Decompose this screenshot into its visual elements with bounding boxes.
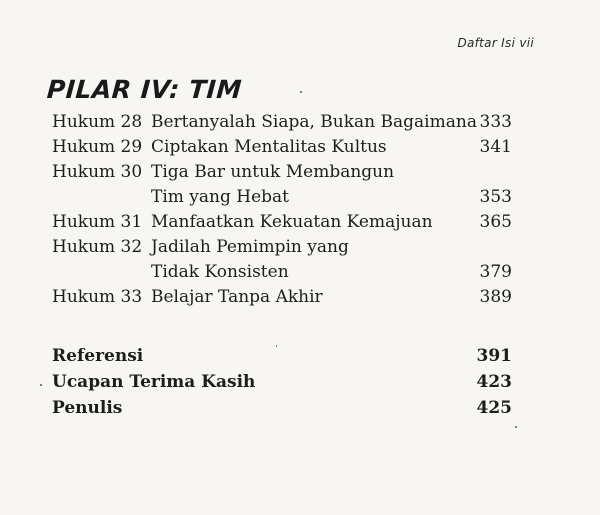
toc-entry-continuation	[52, 185, 512, 210]
chapter-title: Tim yang Hebat	[151, 187, 290, 207]
toc-entry	[52, 235, 512, 260]
chapter-number: Hukum 29	[52, 137, 143, 157]
chapter-title: Tidak Konsisten	[151, 262, 289, 282]
chapter-title: Bertanyalah Siapa, Bukan Bagaimana	[151, 112, 477, 132]
toc-entry	[52, 285, 512, 310]
running-head: Daftar Isi vii	[457, 36, 534, 50]
paper-speck	[40, 384, 42, 386]
section-title: PILAR IV: TIM	[45, 75, 243, 104]
page-number: 425	[476, 398, 512, 418]
back-matter-entry	[52, 395, 512, 421]
page-number: 389	[479, 287, 512, 307]
chapter-title: Manfaatkan Kekuatan Kemajuan	[151, 212, 433, 232]
back-matter-entry	[52, 343, 512, 369]
chapter-title: Tiga Bar untuk Membangun	[151, 162, 395, 182]
chapter-number: Hukum 32	[52, 237, 143, 257]
page-number: 391	[476, 346, 512, 366]
chapter-title: Ciptakan Mentalitas Kultus	[151, 137, 387, 157]
paper-speck	[300, 91, 302, 93]
chapter-number: Hukum 30	[52, 162, 143, 182]
page-number: 379	[479, 262, 512, 282]
toc-entry	[52, 110, 512, 135]
back-matter-title: Penulis	[52, 398, 123, 418]
chapter-number: Hukum 28	[52, 112, 143, 132]
table-of-contents	[52, 110, 512, 421]
back-matter-title: Ucapan Terima Kasih	[52, 372, 256, 392]
toc-entry	[52, 210, 512, 235]
toc-entry	[52, 160, 512, 185]
section-gap	[52, 310, 512, 343]
paper-speck	[515, 426, 517, 428]
back-matter-entry	[52, 369, 512, 395]
chapter-number: Hukum 33	[52, 287, 143, 307]
chapter-number: Hukum 31	[52, 212, 143, 232]
page-number: 353	[479, 187, 512, 207]
page-number: 341	[479, 137, 512, 157]
toc-entry-continuation	[52, 260, 512, 285]
chapter-title: Jadilah Pemimpin yang	[151, 237, 349, 257]
page-number: 423	[476, 372, 512, 392]
back-matter-title: Referensi	[52, 346, 144, 366]
page-number: 365	[479, 212, 512, 232]
paper-speck	[276, 345, 277, 347]
chapter-title: Belajar Tanpa Akhir	[151, 287, 323, 307]
page-number: 333	[479, 112, 512, 132]
toc-entry	[52, 135, 512, 160]
